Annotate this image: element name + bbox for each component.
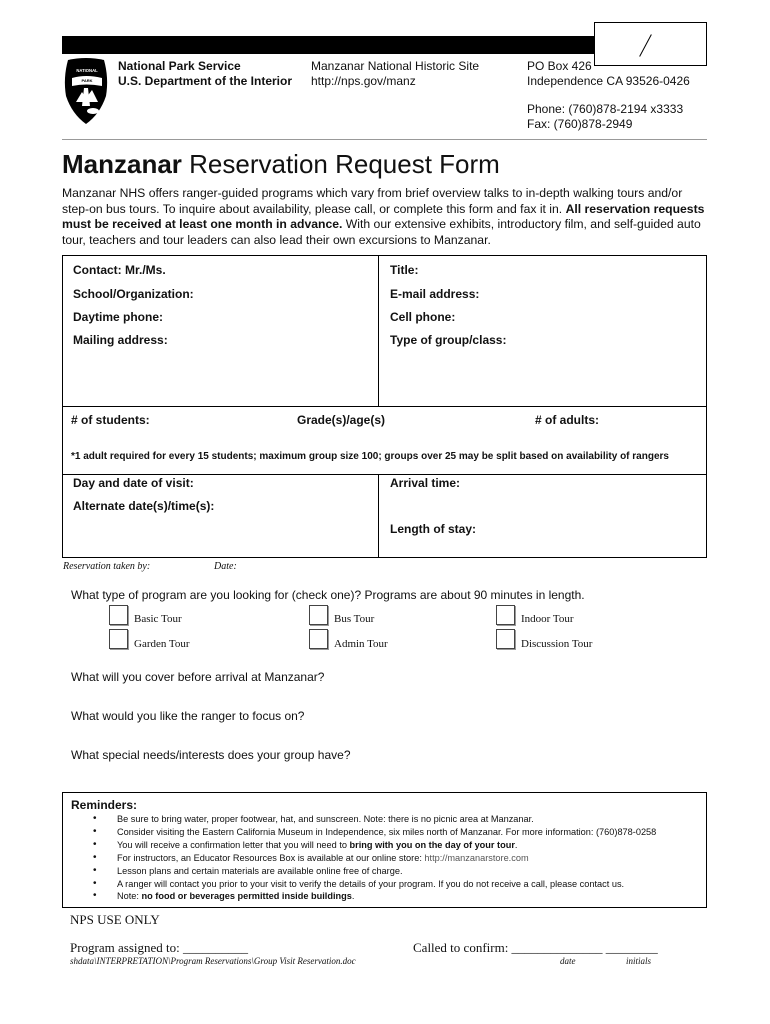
- phone: Phone: (760)878-2194 x3333: [527, 102, 684, 116]
- daytime-phone-field[interactable]: Daytime phone:: [73, 310, 164, 324]
- form-divider: [62, 406, 707, 407]
- site-name: Manzanar National Historic Site: [311, 59, 480, 73]
- students-field[interactable]: # of students:: [71, 413, 150, 427]
- email-field[interactable]: E-mail address:: [390, 287, 480, 301]
- bus-tour-label: Bus Tour: [334, 613, 375, 625]
- stamp-box: [594, 22, 707, 66]
- reminders-box: [62, 792, 707, 908]
- form-divider: [378, 474, 379, 558]
- list-item: • Lesson plans and certain materials are available online free of charge.: [93, 865, 698, 878]
- store-link[interactable]: http://manzanarstore.com: [424, 852, 529, 863]
- city: Independence CA 93526-0426: [527, 74, 690, 88]
- agency-line1: National Park Service: [118, 59, 241, 73]
- nps-use-only: NPS USE ONLY: [70, 912, 160, 927]
- basic-tour-label: Basic Tour: [134, 613, 182, 625]
- ratio-note: *1 adult required for every 15 students; maximum group size 100; groups over 25 may be split based on availability of rangers: [71, 451, 669, 462]
- alternate-date-field[interactable]: Alternate date(s)/time(s):: [73, 499, 215, 513]
- reminders-title: Reminders:: [71, 798, 138, 812]
- garden-tour-checkbox[interactable]: [109, 629, 128, 649]
- called-to-confirm-field[interactable]: Called to confirm: ______________ ________: [413, 940, 658, 955]
- list-item: • You will receive a confirmation letter that you will need to bring with you on the day of your tour.: [93, 839, 698, 852]
- file-path: shdata\INTERPRETATION\Program Reservations\Group Visit Reservation.doc: [70, 956, 356, 966]
- basic-tour-checkbox[interactable]: [109, 605, 128, 625]
- date-caption: date: [560, 956, 576, 966]
- reminders-list: [93, 813, 698, 903]
- visit-date-field[interactable]: Day and date of visit:: [73, 476, 194, 490]
- list-item: • Note: no food or beverages permitted inside buildings.: [93, 890, 698, 903]
- school-field[interactable]: School/Organization:: [73, 287, 194, 301]
- indoor-tour-checkbox[interactable]: [496, 605, 515, 625]
- group-type-field[interactable]: Type of group/class:: [390, 333, 507, 347]
- list-item: • A ranger will contact you prior to your visit to verify the details of your program. If you do not receive a call, please contact us.: [93, 878, 698, 891]
- svg-text:PARK: PARK: [81, 78, 93, 83]
- fax: Fax: (760)878-2949: [527, 117, 633, 131]
- discussion-tour-label: Discussion Tour: [521, 638, 593, 650]
- list-item: • For instructors, an Educator Resources Box is available at our online store: http://manzanarstore.com: [93, 852, 698, 865]
- reservation-date: Date:: [214, 561, 237, 572]
- admin-tour-checkbox[interactable]: [309, 629, 328, 649]
- cover-question[interactable]: What will you cover before arrival at Manzanar?: [71, 670, 325, 684]
- agency-line2: U.S. Department of the Interior: [118, 74, 293, 88]
- list-item: • Be sure to bring water, proper footwear, hat, and sunscreen. Note: there is no picnic area at Manzanar.: [93, 813, 698, 826]
- arrival-time-field[interactable]: Arrival time:: [390, 476, 461, 490]
- reservation-taken-by: Reservation taken by:: [63, 561, 151, 572]
- title-field[interactable]: Title:: [390, 263, 419, 277]
- po-box: PO Box 426: [527, 59, 592, 73]
- initials-caption: initials: [626, 956, 652, 966]
- program-question: What type of program are you looking for (check one)? Programs are about 90 minutes in length.: [71, 588, 585, 602]
- discussion-tour-checkbox[interactable]: [496, 629, 515, 649]
- form-divider: [62, 474, 707, 475]
- page-title: Manzanar Reservation Request Form: [62, 149, 500, 179]
- cell-phone-field[interactable]: Cell phone:: [390, 310, 456, 324]
- admin-tour-label: Admin Tour: [334, 638, 388, 650]
- nps-arrowhead-logo: [62, 56, 110, 126]
- mailing-address-field[interactable]: Mailing address:: [73, 333, 168, 347]
- needs-question[interactable]: What special needs/interests does your group have?: [71, 748, 351, 762]
- list-item: • Consider visiting the Eastern California Museum in Independence, six miles north of Manzanar. For more information: (760)878-0258: [93, 826, 698, 839]
- bus-tour-checkbox[interactable]: [309, 605, 328, 625]
- focus-question[interactable]: What would you like the ranger to focus on?: [71, 709, 305, 723]
- contact-field[interactable]: Contact: Mr./Ms.: [73, 263, 166, 277]
- indoor-tour-label: Indoor Tour: [521, 613, 574, 625]
- intro-paragraph: Manzanar NHS offers ranger-guided programs which vary from brief overview talks to in-depth walking tours and/or step-on bus tours. To inquire about availability, please call, or complete this form and fax it in. All reservation requests must be received at least one month in advance. With our extensive exhibits, introductory film, and self-guided auto tour, teachers and tour leaders can also lead their own excursions to Manzanar.: [62, 186, 705, 247]
- header-divider: [62, 139, 707, 140]
- garden-tour-label: Garden Tour: [134, 638, 190, 650]
- adults-field[interactable]: # of adults:: [535, 413, 600, 427]
- program-assigned-field[interactable]: Program assigned to: __________: [70, 940, 249, 955]
- form-divider: [378, 256, 379, 407]
- length-of-stay-field[interactable]: Length of stay:: [390, 522, 476, 536]
- grades-field[interactable]: Grade(s)/age(s): [297, 413, 386, 427]
- svg-text:NATIONAL: NATIONAL: [76, 68, 98, 73]
- site-url[interactable]: http://nps.gov/manz: [311, 74, 416, 88]
